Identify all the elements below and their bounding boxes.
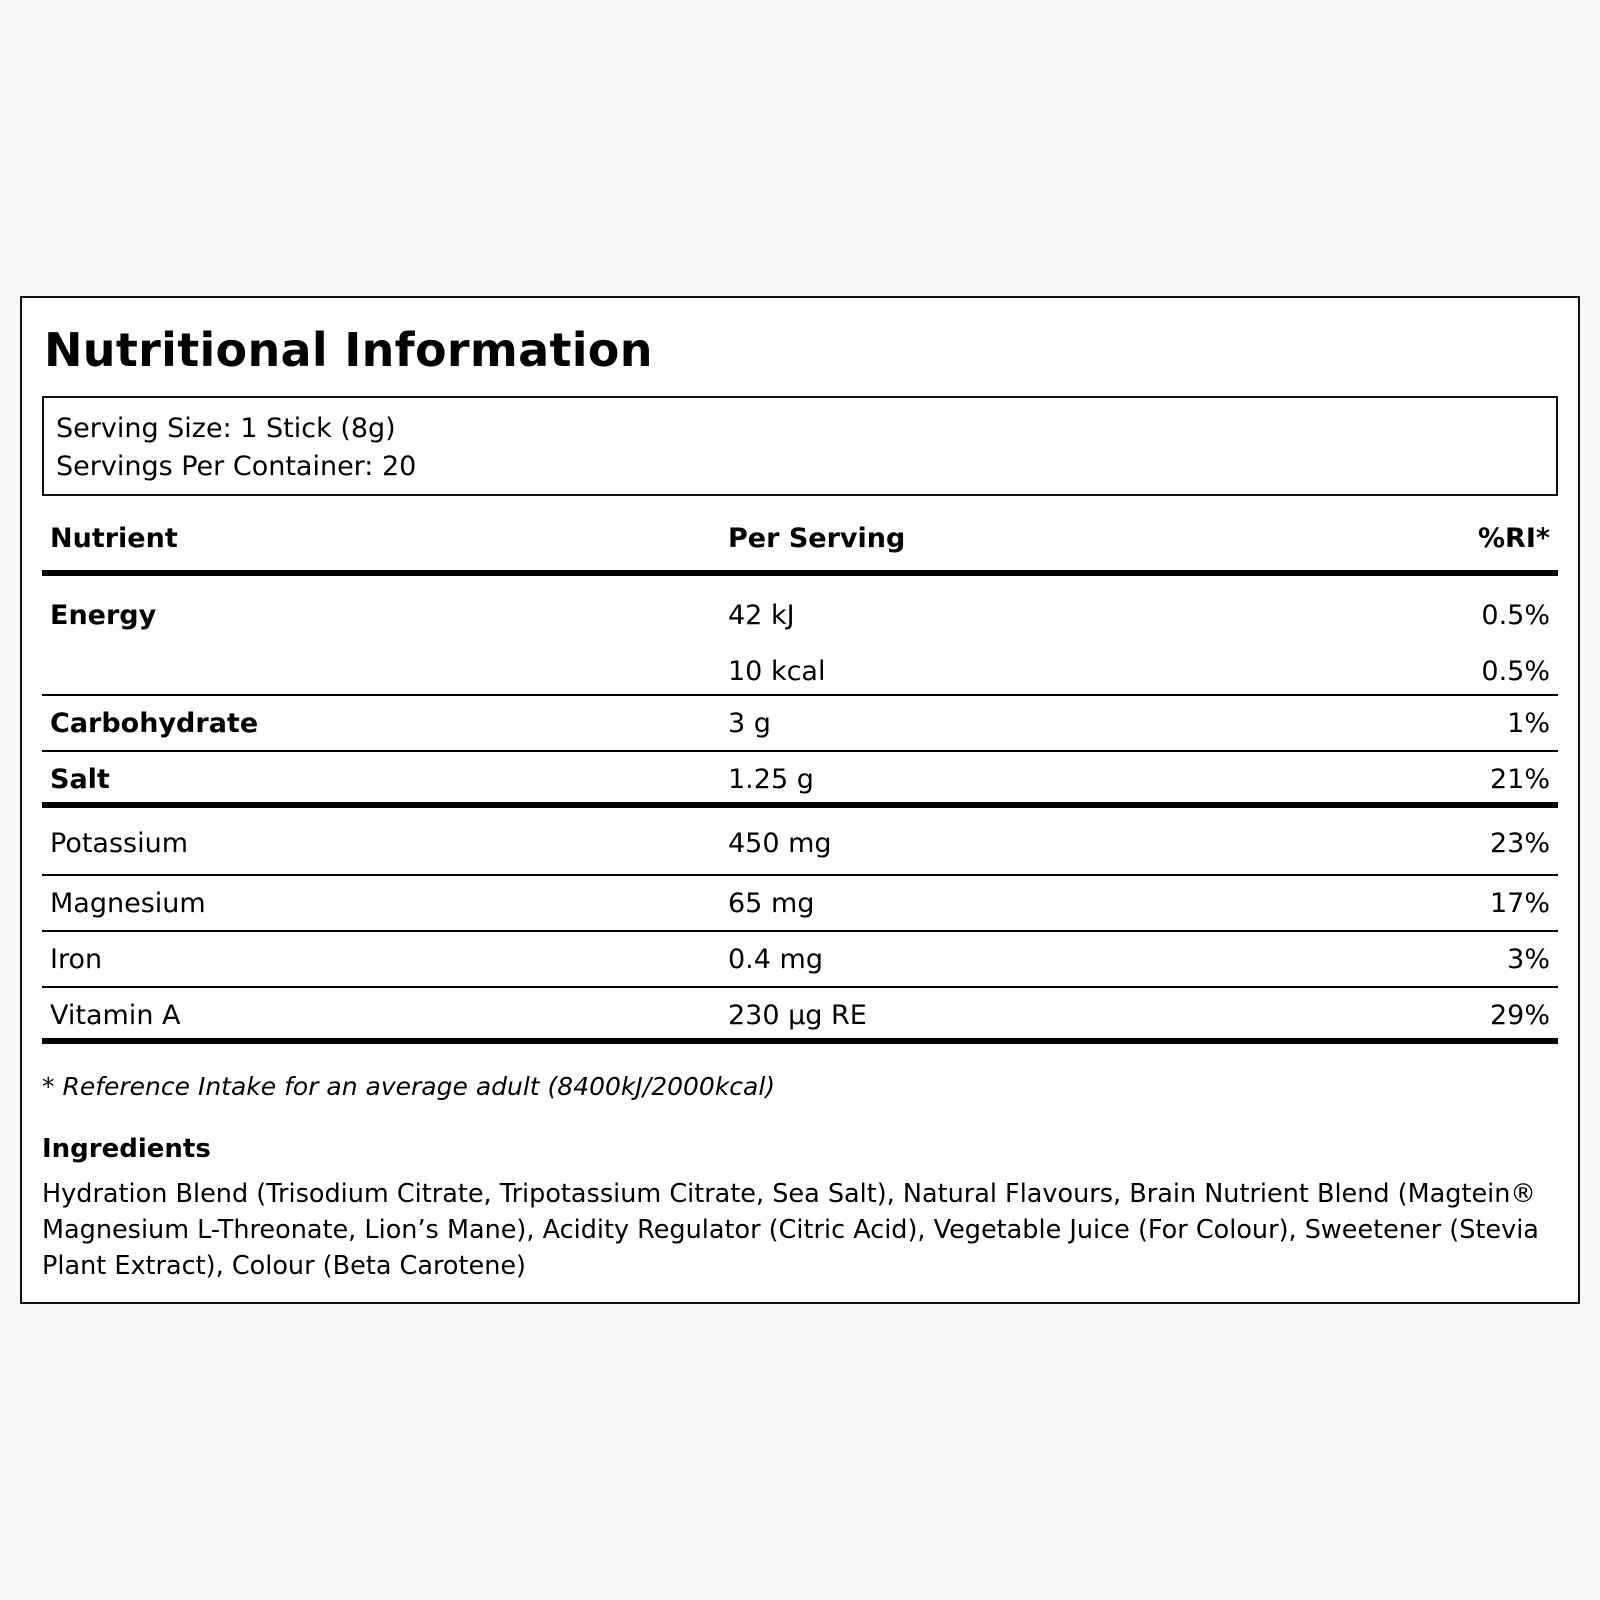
table-row-vitamin-a [42, 988, 1558, 1044]
nutrient-value: 3 g [728, 708, 771, 739]
table-header-row [42, 506, 1558, 576]
header-ri: %RI* [1477, 523, 1550, 554]
table-row-magnesium [42, 876, 1558, 932]
nutrient-ri: 17% [1489, 888, 1550, 919]
table-row-carbohydrate [42, 696, 1558, 752]
nutrient-value: 450 mg [728, 828, 832, 859]
nutrient-value: 1.25 g [728, 764, 814, 795]
nutrient-name-energy: Energy [50, 600, 157, 631]
table-row-iron [42, 932, 1558, 988]
reference-intake-footnote: * Reference Intake for an average adult (8400kJ/2000kcal) [42, 1072, 776, 1101]
nutrient-name: Carbohydrate [50, 708, 259, 739]
header-nutrient: Nutrient [50, 523, 178, 554]
ingredients-heading: Ingredients [42, 1134, 211, 1164]
nutrient-name: Salt [50, 764, 110, 795]
nutrient-ri: 21% [1489, 764, 1550, 795]
nutrient-ri: 0.5% [1481, 656, 1550, 687]
nutrient-ri: 23% [1489, 828, 1550, 859]
nutrient-value: 65 mg [728, 888, 815, 919]
nutrient-value: 230 µg RE [728, 1000, 867, 1031]
table-row-potassium [42, 808, 1558, 876]
ingredients-list: Hydration Blend (Trisodium Citrate, Tripotassium Citrate, Sea Salt), Natural Flavours, Brain Nutrient Blend (Magtein® Magnesium L-Threonate, Lion’s Mane), Acidity Regulator (Citric Acid), Vegetable Juice (For Colour), Sweetener (Stevia Plant Extract), Colour (Beta Carotene) [42, 1179, 1539, 1281]
header-per-serving: Per Serving [728, 523, 906, 554]
nutrition-label-card [20, 296, 1580, 1304]
nutrient-value: 10 kcal [728, 656, 826, 687]
servings-per-container: Servings Per Container: 20 [56, 451, 417, 482]
serving-info-box [42, 396, 1558, 496]
nutrition-table [42, 506, 1558, 1044]
nutrient-ri: 1% [1507, 708, 1550, 739]
nutrient-name: Iron [50, 944, 103, 975]
nutrient-name: Potassium [50, 828, 189, 859]
serving-size: Serving Size: 1 Stick (8g) [56, 413, 396, 444]
nutrient-value: 42 kJ [728, 600, 795, 631]
table-row-energy-kcal [42, 648, 1558, 696]
nutrient-value: 0.4 mg [728, 944, 823, 975]
nutrient-ri: 3% [1507, 944, 1550, 975]
label-title: Nutritional Information [44, 323, 653, 377]
table-row-salt [42, 752, 1558, 808]
nutrient-ri: 0.5% [1481, 600, 1550, 631]
table-row-energy-kj [42, 576, 1558, 648]
nutrient-ri: 29% [1489, 1000, 1550, 1031]
nutrient-name: Vitamin A [50, 1000, 181, 1031]
nutrient-name: Magnesium [50, 888, 206, 919]
